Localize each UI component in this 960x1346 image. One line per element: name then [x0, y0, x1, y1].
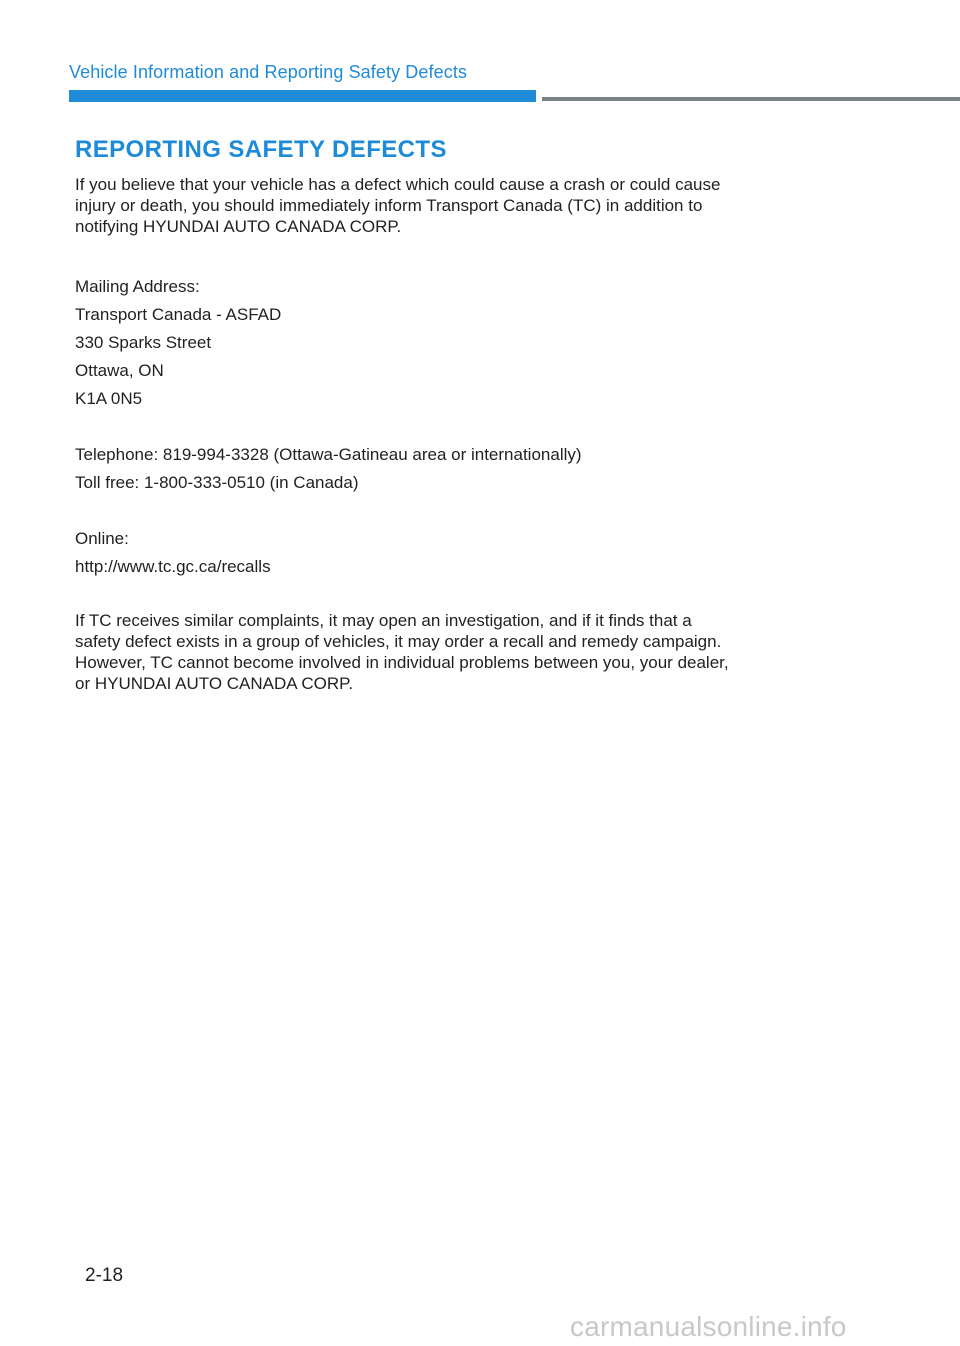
closing-line: However, TC cannot become involved in individual problems between you, your dealer,: [75, 653, 729, 672]
section-title: REPORTING SAFETY DEFECTS: [75, 136, 447, 163]
header-rule-gray: [542, 97, 960, 101]
header-rule-blue: [69, 90, 536, 102]
online-label: Online:: [75, 529, 129, 548]
section-body: [75, 174, 855, 694]
intro-paragraph: [75, 174, 855, 237]
closing-paragraph: [75, 610, 855, 694]
mailing-address: [75, 273, 855, 413]
recalls-url: http://www.tc.gc.ca/recalls: [75, 557, 271, 576]
intro-line: notifying HYUNDAI AUTO CANADA CORP.: [75, 217, 402, 236]
online-contact: [75, 525, 855, 581]
address-line: K1A 0N5: [75, 389, 143, 408]
telephone-line: Telephone: 819-994-3328 (Ottawa-Gatineau area or internationally): [75, 445, 582, 464]
address-line: 330 Sparks Street: [75, 333, 212, 352]
watermark: carmanualsonline.info: [570, 1311, 847, 1342]
address-line: Transport Canada - ASFAD: [75, 305, 282, 324]
closing-line: or HYUNDAI AUTO CANADA CORP.: [75, 674, 354, 693]
closing-line: safety defect exists in a group of vehicles, it may order a recall and remedy campaign.: [75, 632, 722, 651]
closing-line: If TC receives similar complaints, it may open an investigation, and if it finds that a: [75, 611, 692, 630]
page-number: 2-18: [85, 1265, 124, 1286]
phone-contacts: [75, 441, 855, 497]
toll-free-line: Toll free: 1-800-333-0510 (in Canada): [75, 473, 359, 492]
mailing-label: Mailing Address:: [75, 277, 200, 296]
intro-line: If you believe that your vehicle has a defect which could cause a crash or could cause: [75, 175, 721, 194]
address-line: Ottawa, ON: [75, 361, 164, 380]
running-header: Vehicle Information and Reporting Safety Defects: [69, 62, 468, 82]
intro-line: injury or death, you should immediately inform Transport Canada (TC) in addition to: [75, 196, 703, 215]
